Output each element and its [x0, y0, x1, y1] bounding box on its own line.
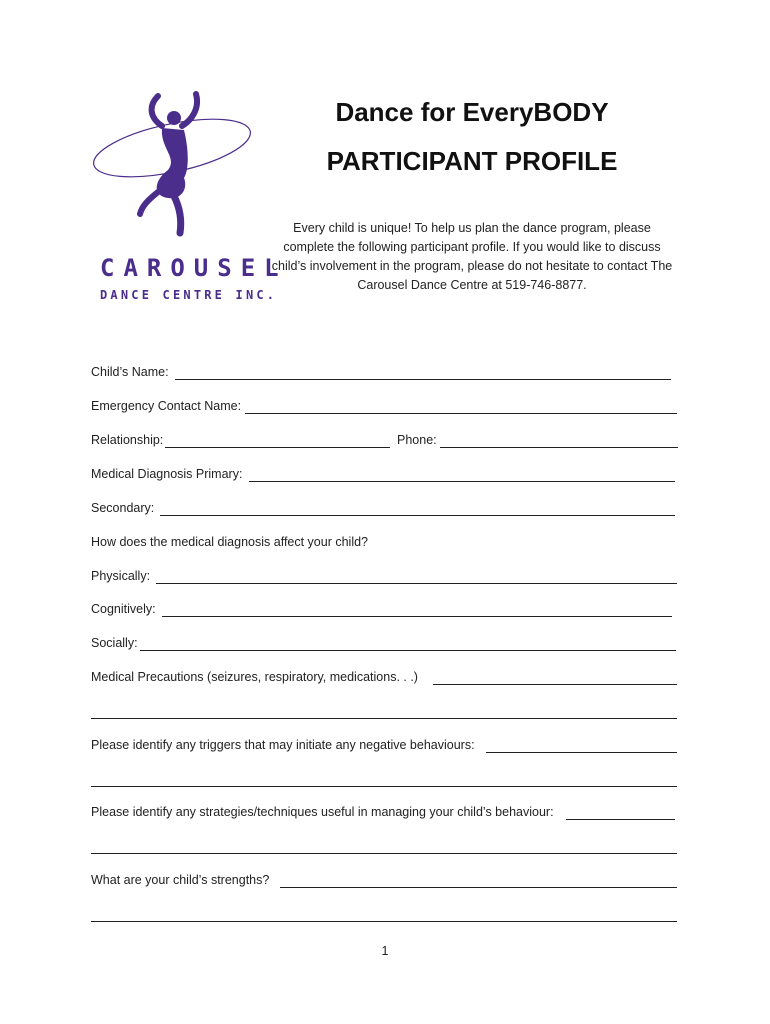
cognitively-label: Cognitively:: [91, 602, 156, 616]
strategies-row: [91, 803, 681, 821]
medical-primary-field[interactable]: [249, 481, 675, 482]
cognitively-field[interactable]: [162, 616, 672, 617]
document-subtitle: PARTICIPANT PROFILE: [326, 146, 618, 176]
childs-name-row: [91, 363, 681, 381]
medical-primary-row: [91, 465, 681, 483]
phone-label: Phone:: [397, 433, 437, 447]
document-title: Dance for EveryBODY: [335, 97, 609, 127]
physically-field[interactable]: [156, 583, 677, 584]
relationship-field[interactable]: [165, 447, 390, 448]
medical-primary-label: Medical Diagnosis Primary:: [91, 467, 243, 481]
strengths-continued-field[interactable]: [91, 921, 677, 922]
intro-line: Carousel Dance Centre at 519-746-8877.: [357, 278, 587, 292]
diagnosis-question-row: [91, 533, 681, 551]
strategies-continued-field[interactable]: [91, 853, 677, 854]
physically-row: [91, 567, 681, 585]
physically-label: Physically:: [91, 569, 151, 583]
strategies-field[interactable]: [566, 819, 675, 820]
strategies-continued-row: [91, 837, 681, 855]
triggers-label: Please identify any triggers that may initiate any negative behaviours:: [91, 738, 475, 752]
intro-line: child’s involvement in the program, please do not hesitate to contact The: [271, 259, 673, 273]
socially-label: Socially:: [91, 636, 138, 650]
strengths-label: What are your child’s strengths?: [91, 873, 270, 887]
intro-line: Every child is unique! To help us plan the dance program, please: [293, 221, 651, 235]
intro-paragraph: [262, 219, 682, 295]
secondary-label: Secondary:: [91, 501, 155, 515]
strengths-continued-row: [91, 905, 681, 923]
carousel-logo: [88, 88, 288, 308]
diagnosis-question-label: How does the medical diagnosis affect your child?: [91, 535, 369, 549]
precautions-continued-row: [91, 702, 681, 720]
phone-field[interactable]: [440, 447, 678, 448]
emergency-contact-field[interactable]: [245, 413, 677, 414]
precautions-field[interactable]: [433, 684, 677, 685]
precautions-row: [91, 668, 681, 686]
emergency-contact-row: [91, 397, 681, 415]
childs-name-field[interactable]: [175, 379, 671, 380]
relationship-phone-row: [91, 431, 681, 449]
emergency-contact-label: Emergency Contact Name:: [91, 399, 242, 413]
precautions-label: Medical Precautions (seizures, respiratory, medications. . .): [91, 670, 418, 684]
page-number: 1: [381, 944, 389, 958]
strengths-row: [91, 871, 681, 889]
relationship-label: Relationship:: [91, 433, 164, 447]
secondary-field[interactable]: [160, 515, 675, 516]
triggers-continued-row: [91, 770, 681, 788]
strengths-field[interactable]: [280, 887, 677, 888]
triggers-field[interactable]: [486, 752, 677, 753]
intro-line: complete the following participant profile. If you would like to discuss: [283, 240, 661, 254]
dancer-logo-icon: [88, 88, 258, 238]
socially-field[interactable]: [140, 650, 676, 651]
precautions-continued-field[interactable]: [91, 718, 677, 719]
strategies-label: Please identify any strategies/techniques useful in managing your child’s behaviour:: [91, 805, 554, 819]
logo-tagline: DANCE CENTRE INC.: [100, 288, 278, 302]
secondary-row: [91, 499, 681, 517]
childs-name-label: Child’s Name:: [91, 365, 169, 379]
triggers-continued-field[interactable]: [91, 786, 677, 787]
logo-wordmark: CAROUSEL: [100, 254, 288, 282]
cognitively-row: [91, 600, 681, 618]
triggers-row: [91, 736, 681, 754]
socially-row: [91, 634, 681, 652]
